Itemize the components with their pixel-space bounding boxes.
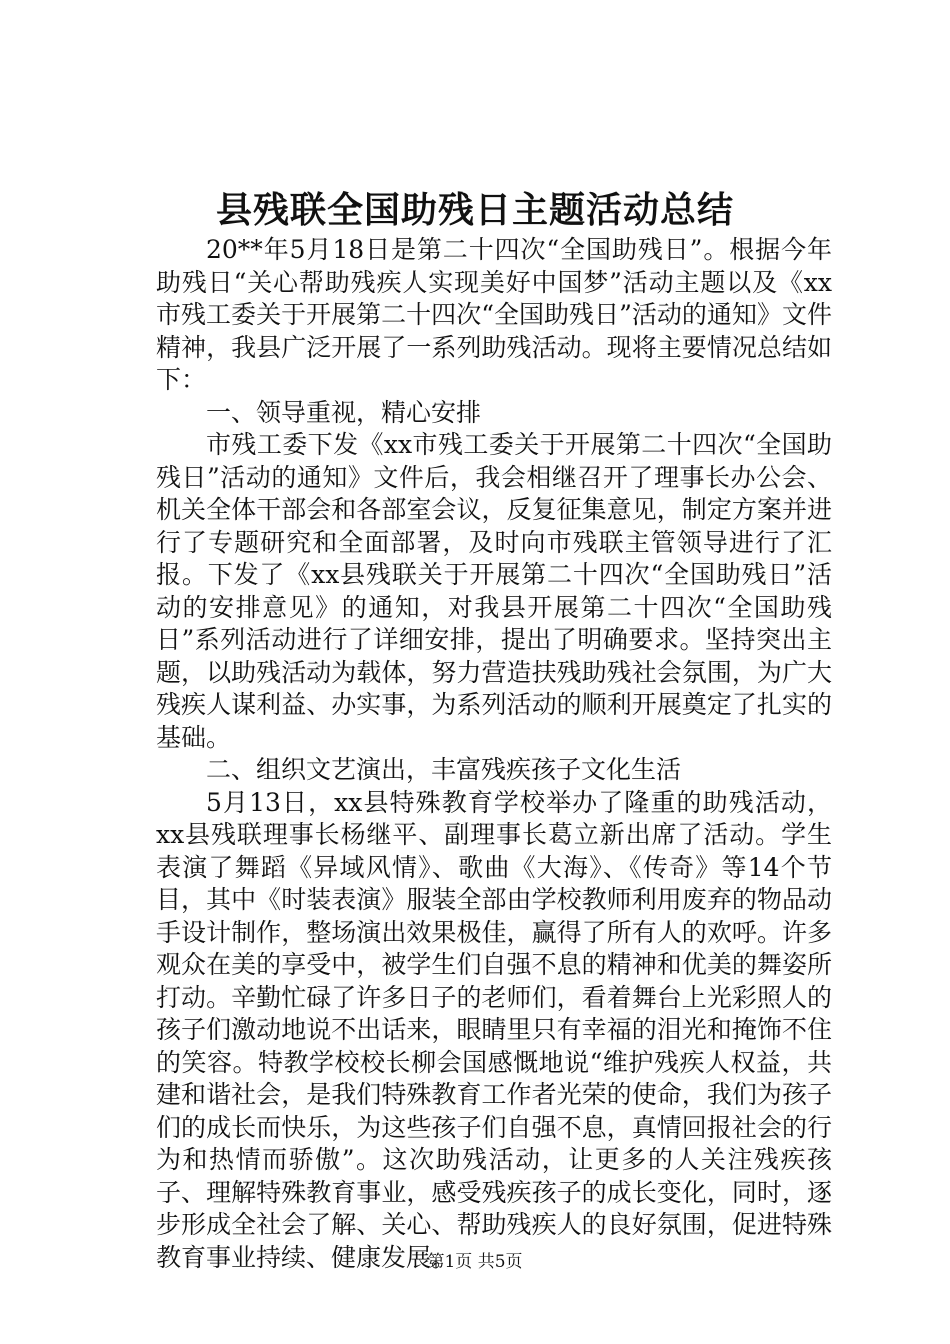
section-heading-2: 二、组织文艺演出，丰富残疾孩子文化生活 <box>206 755 682 784</box>
document-title: 县残联全国助残日主题活动总结 <box>215 189 734 231</box>
document-body <box>156 234 832 1274</box>
paragraph-section-1: 市残工委下发《xx市残工委关于开展第二十四次“全国助残日”活动的通知》文件后，我会相继召开了理事长办公会、机关全体干部会和各部室会议，反复征集意见，制定方案并进行了专题研究和全面部署，及时向市残联主管领导进行了汇报。下发了《xx县残联关于开展第二十四次“全国助残日”活动的安排意见》的通知，对我县开展第二十四次“全国助残日”系列活动进行了详细安排，提出了明确要求。坚持突出主题，以助残活动为载体，努力营造扶残助残社会氛围，为广大残疾人谋利益、办实事，为系列活动的顺利开展奠定了扎实的基础。 <box>156 430 832 752</box>
page-number-footer: 第1页 共5页 <box>427 1252 523 1272</box>
section-heading-1: 一、领导重视，精心安排 <box>206 397 482 427</box>
paragraph-intro: 20**年5月18日是第二十四次“全国助残日”。根据今年助残日“关心帮助残疾人实现美好中国梦”活动主题以及《xx市残工委关于开展第二十四次“全国助残日”活动的通知》文件精神，我县广泛开展了一系列助残活动。现将主要情况总结如下： <box>156 235 832 394</box>
paragraph-section-2: 5月13日，xx县特殊教育学校举办了隆重的助残活动，xx县残联理事长杨继平、副理事长葛立新出席了活动。学生表演了舞蹈《异域风情》、歌曲《大海》、《传奇》等14个节目，其中《时装表演》服装全部由学校教师利用废弃的物品动手设计制作，整场演出效果极佳，赢得了所有人的欢呼。许多观众在美的享受中，被学生们自强不息的精神和优美的舞姿所打动。辛勤忙碌了许多日子的老师们，看着舞台上光彩照人的孩子们激动地说不出话来，眼睛里只有幸福的泪光和掩饰不住的笑容。特教学校校长柳会国感慨地说“维护残疾人权益，共建和谐社会，是我们特殊教育工作者光荣的使命，我们为孩子们的成长而快乐，为这些孩子们自强不息，真情回报社会的行为和热情而骄傲”。这次助残活动，让更多的人关注残疾孩子、理解特殊教育事业，感受残疾孩子的成长变化，同时，逐步形成全社会了解、关心、帮助残疾人的良好氛围，促进特殊教育事业持续、健康发展。 <box>156 787 832 1272</box>
